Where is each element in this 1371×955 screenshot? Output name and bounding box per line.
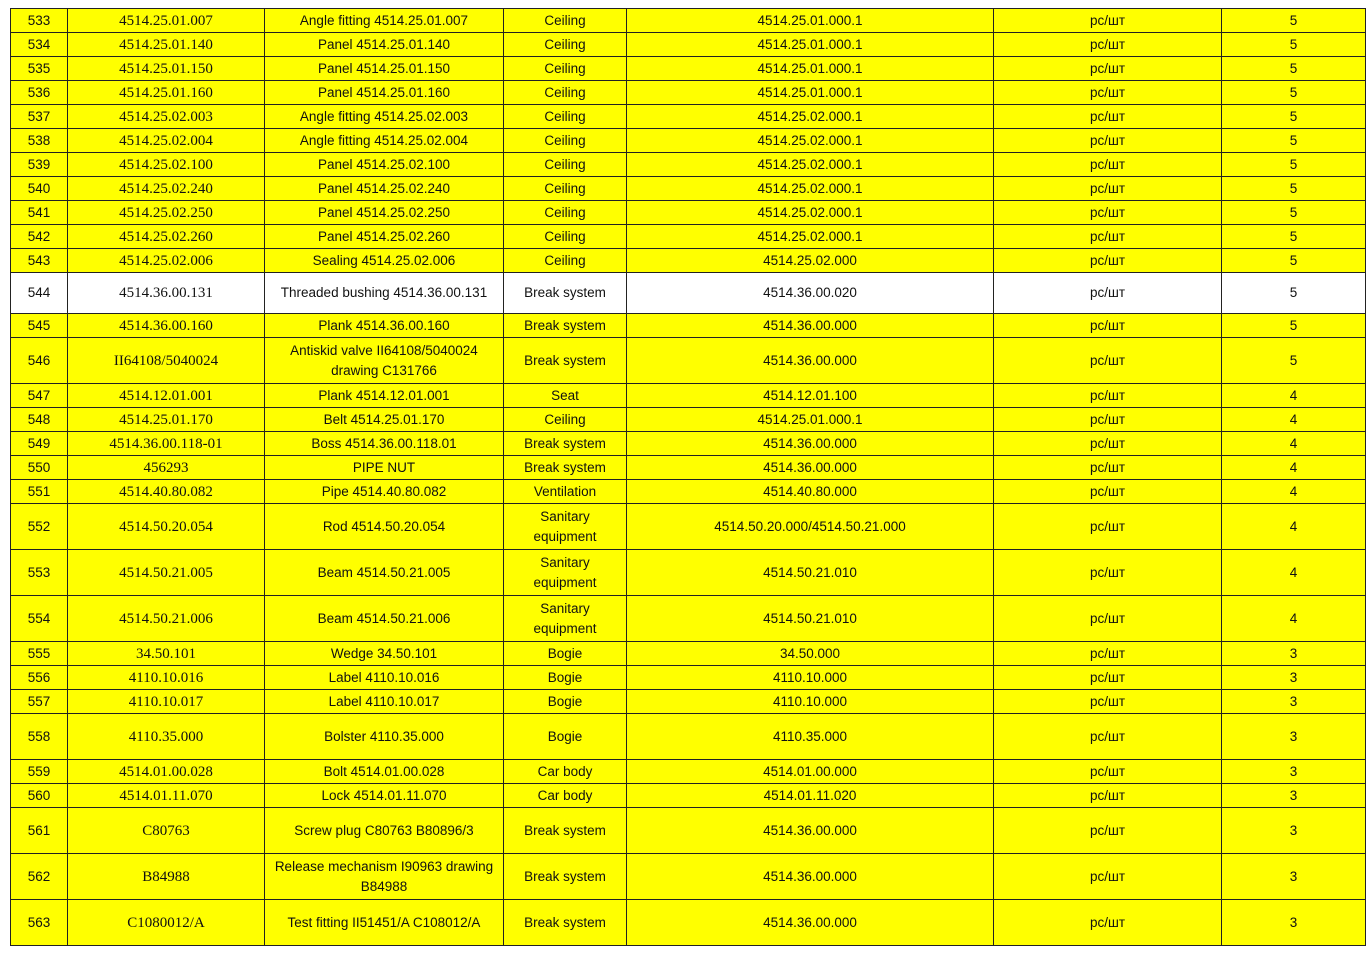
assembly-cell: 4110.10.000	[627, 666, 994, 690]
system-cell: Bogie	[504, 666, 627, 690]
part-name-cell: Beam 4514.50.21.006	[265, 596, 504, 642]
table-row	[11, 900, 1366, 946]
quantity-cell: 5	[1222, 105, 1366, 129]
system-cell: Ceiling	[504, 9, 627, 33]
part-code-cell: II64108/5040024	[68, 338, 265, 384]
row-number-cell: 556	[11, 666, 68, 690]
row-number-cell: 541	[11, 201, 68, 225]
unit-cell: pc/шт	[994, 129, 1222, 153]
table-row	[11, 596, 1366, 642]
part-code-cell: 4514.01.11.070	[68, 784, 265, 808]
unit-cell: pc/шт	[994, 201, 1222, 225]
table-row	[11, 808, 1366, 854]
system-cell: Ceiling	[504, 57, 627, 81]
table-row	[11, 57, 1366, 81]
unit-cell: pc/шт	[994, 480, 1222, 504]
part-code-cell: 4110.35.000	[68, 714, 265, 760]
table-row	[11, 105, 1366, 129]
unit-cell: pc/шт	[994, 408, 1222, 432]
unit-cell: pc/шт	[994, 550, 1222, 596]
part-name-cell: Panel 4514.25.02.240	[265, 177, 504, 201]
system-cell: Bogie	[504, 690, 627, 714]
part-code-cell: 4514.25.02.260	[68, 225, 265, 249]
quantity-cell: 4	[1222, 504, 1366, 550]
assembly-cell: 4514.25.02.000	[627, 249, 994, 273]
row-number-cell: 549	[11, 432, 68, 456]
unit-cell: pc/шт	[994, 33, 1222, 57]
quantity-cell: 3	[1222, 760, 1366, 784]
table-row	[11, 784, 1366, 808]
part-code-cell: 4514.25.01.160	[68, 81, 265, 105]
system-cell: Break system	[504, 456, 627, 480]
quantity-cell: 5	[1222, 129, 1366, 153]
part-name-cell: Plank 4514.12.01.001	[265, 384, 504, 408]
system-cell: Break system	[504, 432, 627, 456]
part-code-cell: 4514.12.01.001	[68, 384, 265, 408]
quantity-cell: 5	[1222, 57, 1366, 81]
quantity-cell: 3	[1222, 690, 1366, 714]
part-name-cell: Rod 4514.50.20.054	[265, 504, 504, 550]
system-cell: Seat	[504, 384, 627, 408]
part-name-cell: Label 4110.10.016	[265, 666, 504, 690]
unit-cell: pc/шт	[994, 456, 1222, 480]
row-number-cell: 559	[11, 760, 68, 784]
unit-cell: pc/шт	[994, 225, 1222, 249]
part-name-cell: Panel 4514.25.01.160	[265, 81, 504, 105]
unit-cell: pc/шт	[994, 760, 1222, 784]
part-code-cell: C80763	[68, 808, 265, 854]
table-row	[11, 338, 1366, 384]
assembly-cell: 4514.25.01.000.1	[627, 9, 994, 33]
part-code-cell: 4514.50.21.006	[68, 596, 265, 642]
table-row	[11, 153, 1366, 177]
table-row	[11, 314, 1366, 338]
table-row	[11, 760, 1366, 784]
quantity-cell: 4	[1222, 480, 1366, 504]
unit-cell: pc/шт	[994, 249, 1222, 273]
assembly-cell: 4514.36.00.000	[627, 854, 994, 900]
system-cell: Break system	[504, 273, 627, 314]
quantity-cell: 5	[1222, 177, 1366, 201]
assembly-cell: 4514.25.01.000.1	[627, 81, 994, 105]
assembly-cell: 4514.36.00.000	[627, 314, 994, 338]
part-code-cell: 4514.25.01.170	[68, 408, 265, 432]
system-cell: Ceiling	[504, 33, 627, 57]
system-cell: Bogie	[504, 714, 627, 760]
system-cell: Break system	[504, 338, 627, 384]
assembly-cell: 4110.35.000	[627, 714, 994, 760]
unit-cell: pc/шт	[994, 690, 1222, 714]
quantity-cell: 4	[1222, 456, 1366, 480]
part-name-cell: Threaded bushing 4514.36.00.131	[265, 273, 504, 314]
row-number-cell: 539	[11, 153, 68, 177]
part-code-cell: 4514.01.00.028	[68, 760, 265, 784]
row-number-cell: 560	[11, 784, 68, 808]
system-cell: Break system	[504, 314, 627, 338]
assembly-cell: 4514.25.01.000.1	[627, 408, 994, 432]
assembly-cell: 34.50.000	[627, 642, 994, 666]
quantity-cell: 3	[1222, 900, 1366, 946]
assembly-cell: 4514.25.02.000.1	[627, 225, 994, 249]
part-code-cell: 4514.50.20.054	[68, 504, 265, 550]
table-row	[11, 33, 1366, 57]
unit-cell: pc/шт	[994, 900, 1222, 946]
part-code-cell: 4514.25.02.006	[68, 249, 265, 273]
unit-cell: pc/шт	[994, 854, 1222, 900]
part-name-cell: Panel 4514.25.01.140	[265, 33, 504, 57]
system-cell: Ceiling	[504, 129, 627, 153]
row-number-cell: 536	[11, 81, 68, 105]
part-name-cell: Sealing 4514.25.02.006	[265, 249, 504, 273]
system-cell: Ceiling	[504, 225, 627, 249]
quantity-cell: 5	[1222, 225, 1366, 249]
part-name-cell: PIPE NUT	[265, 456, 504, 480]
quantity-cell: 5	[1222, 314, 1366, 338]
unit-cell: pc/шт	[994, 9, 1222, 33]
part-name-cell: Plank 4514.36.00.160	[265, 314, 504, 338]
assembly-cell: 4514.25.01.000.1	[627, 57, 994, 81]
system-cell: Ceiling	[504, 408, 627, 432]
system-cell: Ceiling	[504, 177, 627, 201]
part-code-cell: B84988	[68, 854, 265, 900]
table-row	[11, 642, 1366, 666]
quantity-cell: 5	[1222, 249, 1366, 273]
row-number-cell: 552	[11, 504, 68, 550]
row-number-cell: 550	[11, 456, 68, 480]
quantity-cell: 3	[1222, 784, 1366, 808]
quantity-cell: 4	[1222, 596, 1366, 642]
row-number-cell: 553	[11, 550, 68, 596]
row-number-cell: 557	[11, 690, 68, 714]
part-name-cell: Panel 4514.25.02.250	[265, 201, 504, 225]
table-row	[11, 9, 1366, 33]
table-row	[11, 273, 1366, 314]
assembly-cell: 4514.36.00.000	[627, 900, 994, 946]
part-code-cell: 4514.36.00.131	[68, 273, 265, 314]
part-name-cell: Bolt 4514.01.00.028	[265, 760, 504, 784]
system-cell: Sanitary equipment	[504, 596, 627, 642]
table-row	[11, 504, 1366, 550]
system-cell: Ceiling	[504, 249, 627, 273]
unit-cell: pc/шт	[994, 666, 1222, 690]
system-cell: Sanitary equipment	[504, 550, 627, 596]
system-cell: Ventilation	[504, 480, 627, 504]
part-code-cell: 4514.25.02.240	[68, 177, 265, 201]
table-row	[11, 854, 1366, 900]
quantity-cell: 3	[1222, 714, 1366, 760]
part-name-cell: Antiskid valve II64108/5040024 drawing C131766	[265, 338, 504, 384]
part-name-cell: Bolster 4110.35.000	[265, 714, 504, 760]
assembly-cell: 4514.25.02.000.1	[627, 153, 994, 177]
part-code-cell: 4514.25.02.250	[68, 201, 265, 225]
assembly-cell: 4514.25.01.000.1	[627, 33, 994, 57]
assembly-cell: 4514.50.21.010	[627, 596, 994, 642]
assembly-cell: 4514.36.00.000	[627, 456, 994, 480]
assembly-cell: 4514.25.02.000.1	[627, 177, 994, 201]
unit-cell: pc/шт	[994, 784, 1222, 808]
part-name-cell: Angle fitting 4514.25.02.004	[265, 129, 504, 153]
assembly-cell: 4514.36.00.000	[627, 432, 994, 456]
assembly-cell: 4514.12.01.100	[627, 384, 994, 408]
quantity-cell: 4	[1222, 408, 1366, 432]
system-cell: Ceiling	[504, 201, 627, 225]
unit-cell: pc/шт	[994, 57, 1222, 81]
part-name-cell: Pipe 4514.40.80.082	[265, 480, 504, 504]
row-number-cell: 534	[11, 33, 68, 57]
part-code-cell: 4514.25.02.004	[68, 129, 265, 153]
quantity-cell: 4	[1222, 384, 1366, 408]
table-row	[11, 666, 1366, 690]
quantity-cell: 4	[1222, 432, 1366, 456]
row-number-cell: 558	[11, 714, 68, 760]
quantity-cell: 5	[1222, 33, 1366, 57]
quantity-cell: 5	[1222, 338, 1366, 384]
parts-table-body	[11, 9, 1366, 946]
row-number-cell: 533	[11, 9, 68, 33]
assembly-cell: 4514.25.02.000.1	[627, 105, 994, 129]
part-name-cell: Belt 4514.25.01.170	[265, 408, 504, 432]
quantity-cell: 5	[1222, 81, 1366, 105]
system-cell: Car body	[504, 784, 627, 808]
assembly-cell: 4514.25.02.000.1	[627, 201, 994, 225]
part-code-cell: 4514.25.02.003	[68, 105, 265, 129]
parts-table	[10, 8, 1366, 946]
part-name-cell: Panel 4514.25.02.100	[265, 153, 504, 177]
quantity-cell: 3	[1222, 642, 1366, 666]
unit-cell: pc/шт	[994, 596, 1222, 642]
row-number-cell: 540	[11, 177, 68, 201]
part-code-cell: 34.50.101	[68, 642, 265, 666]
quantity-cell: 3	[1222, 666, 1366, 690]
quantity-cell: 5	[1222, 273, 1366, 314]
table-row	[11, 714, 1366, 760]
unit-cell: pc/шт	[994, 808, 1222, 854]
part-code-cell: 4514.50.21.005	[68, 550, 265, 596]
part-name-cell: Panel 4514.25.02.260	[265, 225, 504, 249]
row-number-cell: 542	[11, 225, 68, 249]
part-name-cell: Screw plug C80763 B80896/3	[265, 808, 504, 854]
row-number-cell: 563	[11, 900, 68, 946]
part-name-cell: Boss 4514.36.00.118.01	[265, 432, 504, 456]
table-row	[11, 456, 1366, 480]
table-row	[11, 201, 1366, 225]
table-row	[11, 225, 1366, 249]
row-number-cell: 535	[11, 57, 68, 81]
table-row	[11, 249, 1366, 273]
row-number-cell: 544	[11, 273, 68, 314]
table-row	[11, 81, 1366, 105]
part-code-cell: 456293	[68, 456, 265, 480]
assembly-cell: 4514.01.11.020	[627, 784, 994, 808]
table-row	[11, 384, 1366, 408]
table-row	[11, 480, 1366, 504]
unit-cell: pc/шт	[994, 384, 1222, 408]
system-cell: Bogie	[504, 642, 627, 666]
unit-cell: pc/шт	[994, 177, 1222, 201]
assembly-cell: 4110.10.000	[627, 690, 994, 714]
unit-cell: pc/шт	[994, 714, 1222, 760]
assembly-cell: 4514.01.00.000	[627, 760, 994, 784]
system-cell: Break system	[504, 808, 627, 854]
part-code-cell: 4514.25.01.150	[68, 57, 265, 81]
part-code-cell: 4514.25.01.140	[68, 33, 265, 57]
row-number-cell: 538	[11, 129, 68, 153]
quantity-cell: 5	[1222, 153, 1366, 177]
part-code-cell: 4514.25.01.007	[68, 9, 265, 33]
part-code-cell: 4110.10.017	[68, 690, 265, 714]
unit-cell: pc/шт	[994, 314, 1222, 338]
table-row	[11, 408, 1366, 432]
row-number-cell: 545	[11, 314, 68, 338]
part-code-cell: 4514.40.80.082	[68, 480, 265, 504]
part-name-cell: Lock 4514.01.11.070	[265, 784, 504, 808]
part-name-cell: Angle fitting 4514.25.01.007	[265, 9, 504, 33]
system-cell: Ceiling	[504, 81, 627, 105]
quantity-cell: 3	[1222, 854, 1366, 900]
part-code-cell: 4514.36.00.118-01	[68, 432, 265, 456]
part-name-cell: Beam 4514.50.21.005	[265, 550, 504, 596]
assembly-cell: 4514.50.21.010	[627, 550, 994, 596]
quantity-cell: 5	[1222, 9, 1366, 33]
part-name-cell: Test fitting II51451/A C108012/A	[265, 900, 504, 946]
part-name-cell: Release mechanism I90963 drawing B84988	[265, 854, 504, 900]
system-cell: Ceiling	[504, 105, 627, 129]
system-cell: Break system	[504, 900, 627, 946]
assembly-cell: 4514.25.02.000.1	[627, 129, 994, 153]
row-number-cell: 548	[11, 408, 68, 432]
row-number-cell: 561	[11, 808, 68, 854]
table-row	[11, 129, 1366, 153]
assembly-cell: 4514.36.00.000	[627, 338, 994, 384]
assembly-cell: 4514.36.00.020	[627, 273, 994, 314]
system-cell: Break system	[504, 854, 627, 900]
row-number-cell: 562	[11, 854, 68, 900]
row-number-cell: 555	[11, 642, 68, 666]
part-name-cell: Angle fitting 4514.25.02.003	[265, 105, 504, 129]
row-number-cell: 543	[11, 249, 68, 273]
unit-cell: pc/шт	[994, 432, 1222, 456]
quantity-cell: 3	[1222, 808, 1366, 854]
unit-cell: pc/шт	[994, 504, 1222, 550]
assembly-cell: 4514.50.20.000/4514.50.21.000	[627, 504, 994, 550]
part-name-cell: Wedge 34.50.101	[265, 642, 504, 666]
row-number-cell: 554	[11, 596, 68, 642]
quantity-cell: 4	[1222, 550, 1366, 596]
row-number-cell: 537	[11, 105, 68, 129]
row-number-cell: 546	[11, 338, 68, 384]
table-row	[11, 432, 1366, 456]
part-name-cell: Panel 4514.25.01.150	[265, 57, 504, 81]
unit-cell: pc/шт	[994, 273, 1222, 314]
unit-cell: pc/шт	[994, 105, 1222, 129]
table-row	[11, 690, 1366, 714]
part-code-cell: 4514.25.02.100	[68, 153, 265, 177]
system-cell: Ceiling	[504, 153, 627, 177]
assembly-cell: 4514.36.00.000	[627, 808, 994, 854]
system-cell: Sanitary equipment	[504, 504, 627, 550]
row-number-cell: 551	[11, 480, 68, 504]
unit-cell: pc/шт	[994, 81, 1222, 105]
part-name-cell: Label 4110.10.017	[265, 690, 504, 714]
unit-cell: pc/шт	[994, 642, 1222, 666]
part-code-cell: 4110.10.016	[68, 666, 265, 690]
assembly-cell: 4514.40.80.000	[627, 480, 994, 504]
unit-cell: pc/шт	[994, 153, 1222, 177]
table-row	[11, 550, 1366, 596]
table-row	[11, 177, 1366, 201]
row-number-cell: 547	[11, 384, 68, 408]
system-cell: Car body	[504, 760, 627, 784]
part-code-cell: C1080012/A	[68, 900, 265, 946]
part-code-cell: 4514.36.00.160	[68, 314, 265, 338]
quantity-cell: 5	[1222, 201, 1366, 225]
unit-cell: pc/шт	[994, 338, 1222, 384]
